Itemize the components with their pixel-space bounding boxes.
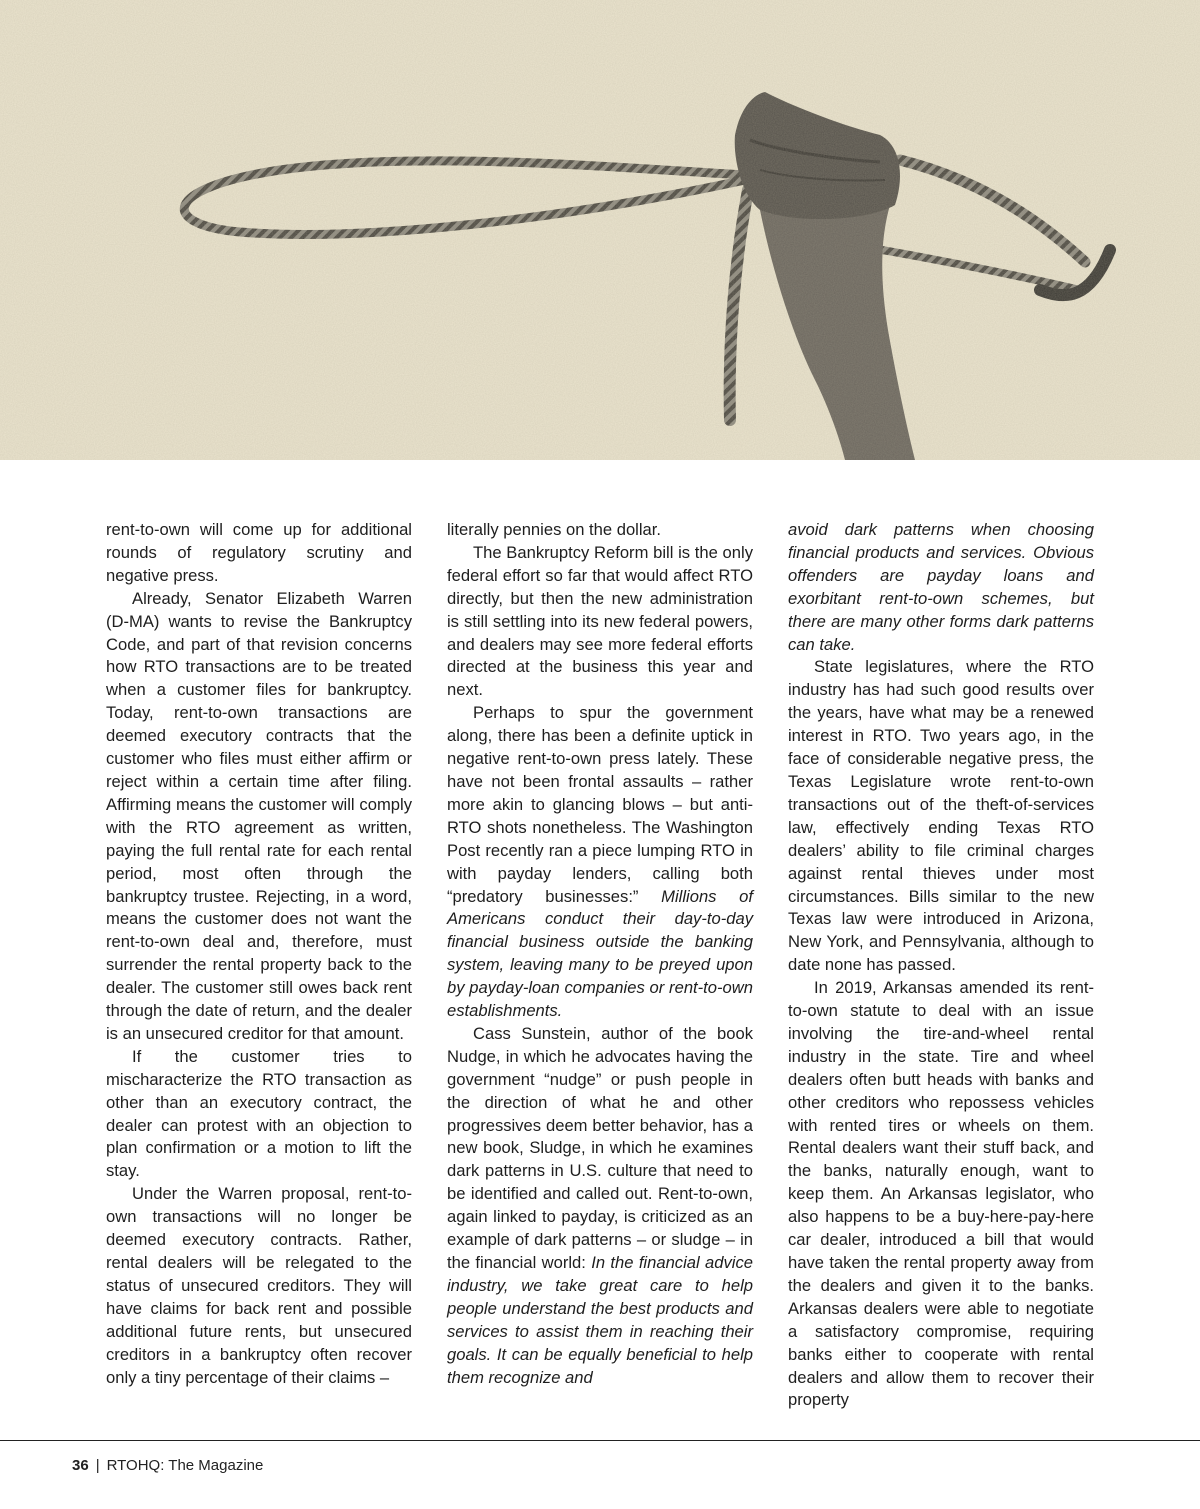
paragraph: literally pennies on the dollar. — [447, 520, 662, 539]
footer-divider — [0, 1440, 1200, 1441]
washington-post-quote: Millions of Americans conduct their day-to-day financial business outside the banking system, leaving many to be preyed upon by payday-loan companies or rent-to-own establishments. — [447, 886, 753, 1021]
paragraph: Under the Warren proposal, rent-to-own transactions will no longer be deemed executory contracts. Rather, rental dealers will be relegated to the status of unsecured creditors. They will have claims for back rent and possible additional future rents, but unsecured creditors in a bankruptcy often recover only a tiny percentage of their claims – — [106, 1184, 412, 1387]
page-footer — [72, 1457, 263, 1474]
publication-name: RTOHQ: The Magazine — [106, 1457, 264, 1474]
paragraph: rent-to-own will come up for additional rounds of regulatory scrutiny and negative press. — [106, 520, 412, 585]
hero-image-hand-with-lasso — [0, 0, 1200, 460]
paragraph — [447, 702, 753, 1023]
paragraph — [788, 519, 1094, 656]
paragraph: In 2019, Arkansas amended its rent-to-own statute to deal with an issue involving the tire-and-wheel rental industry in the state. Tire and wheel dealers often butt heads with banks and other creditors who repossess vehicles with rented tires or wheels on them. Rental dealers want their stuff back, and the banks, naturally enough, want to keep them. An Arkansas legislator, who also happens to be a buy-here-pay-here car dealer, introduced a bill that would have taken the rental property away from the dealers and given it to the banks. Arkansas dealers were able to negotiate a satisfactory compromise, requiring banks either to cooperate with rental dealers and allow them to recover their property — [788, 978, 1094, 1410]
article-column-2 — [447, 519, 753, 1389]
sludge-quote: In the financial advice industry, we take great care to help people understand the best products and services to assist them in reaching their goals. It can be equally beneficial to help them recognize and — [447, 1253, 753, 1387]
sludge-quote-continued: avoid dark patterns when choosing financial products and services. Obvious offenders are payday loans and exorbitant rent-to-own schemes, but there are many other forms dark patterns can take. — [788, 520, 1094, 654]
page-number: 36 — [72, 1457, 89, 1474]
paragraph: The Bankruptcy Reform bill is the only federal effort so far that would affect RTO directly, but then the new administration is still settling into its new federal powers, and dealers may see more federal efforts directed at the business this year and next. — [447, 542, 753, 700]
article-column-3 — [788, 519, 1094, 1412]
paragraph: If the customer tries to mischaracterize the RTO transaction as other than an executory contract, the dealer can protest with an objection to plan confirmation or a motion to lift the stay. — [106, 1046, 412, 1181]
article-column-1 — [106, 519, 412, 1389]
paragraph — [447, 1023, 753, 1390]
paragraph-text: Perhaps to spur the government along, there has been a definite uptick in negative rent-to-own press lately. These have not been frontal assaults – rather more akin to glancing blows – but anti-RTO shots nonetheless. The Washington Post recently ran a piece lumping RTO in with payday lenders, calling both “predatory businesses:” — [447, 703, 753, 906]
footer-separator: | — [95, 1457, 100, 1474]
paragraph: Already, Senator Elizabeth Warren (D-MA) wants to revise the Bankruptcy Code, and part of that revision concerns how RTO transactions are to be treated when a customer files for bankruptcy. Today, rent-to-own transactions are deemed executory contracts that the customer who files must either affirm or reject within a certain time after filing. Affirming means the customer will comply with the RTO agreement as written, paying the full rental rate for each rental period, most often through the bankruptcy trustee. Rejecting, in a word, means the customer does not want the rent-to-own deal and, therefore, must surrender the rental property back to the dealer. The customer still owes back rent through the date of return, and the dealer is an unsecured creditor for that amount. — [106, 588, 412, 1043]
paragraph: State legislatures, where the RTO industry has had such good results over the years, have what may be a renewed interest in RTO. Two years ago, in the face of considerable negative press, the Texas Legislature wrote rent-to-own transactions out of the theft-of-services law, effectively ending Texas RTO dealers’ ability to file criminal charges against rental thieves under most circumstances. Bills similar to the new Texas law were introduced in Arizona, New York, and Pennsylvania, although to date none has passed. — [788, 657, 1094, 975]
paragraph-text: Cass Sunstein, author of the book Nudge, in which he advocates having the government “nudge” or push people in the direction of what he and other progressives deem better behavior, has a new book, Sludge, in which he examines dark patterns in U.S. culture that need to be identified and called out. Rent-to-own, again linked to payday, is criticized as an example of dark patterns – or sludge – in the financial world: — [447, 1023, 753, 1272]
